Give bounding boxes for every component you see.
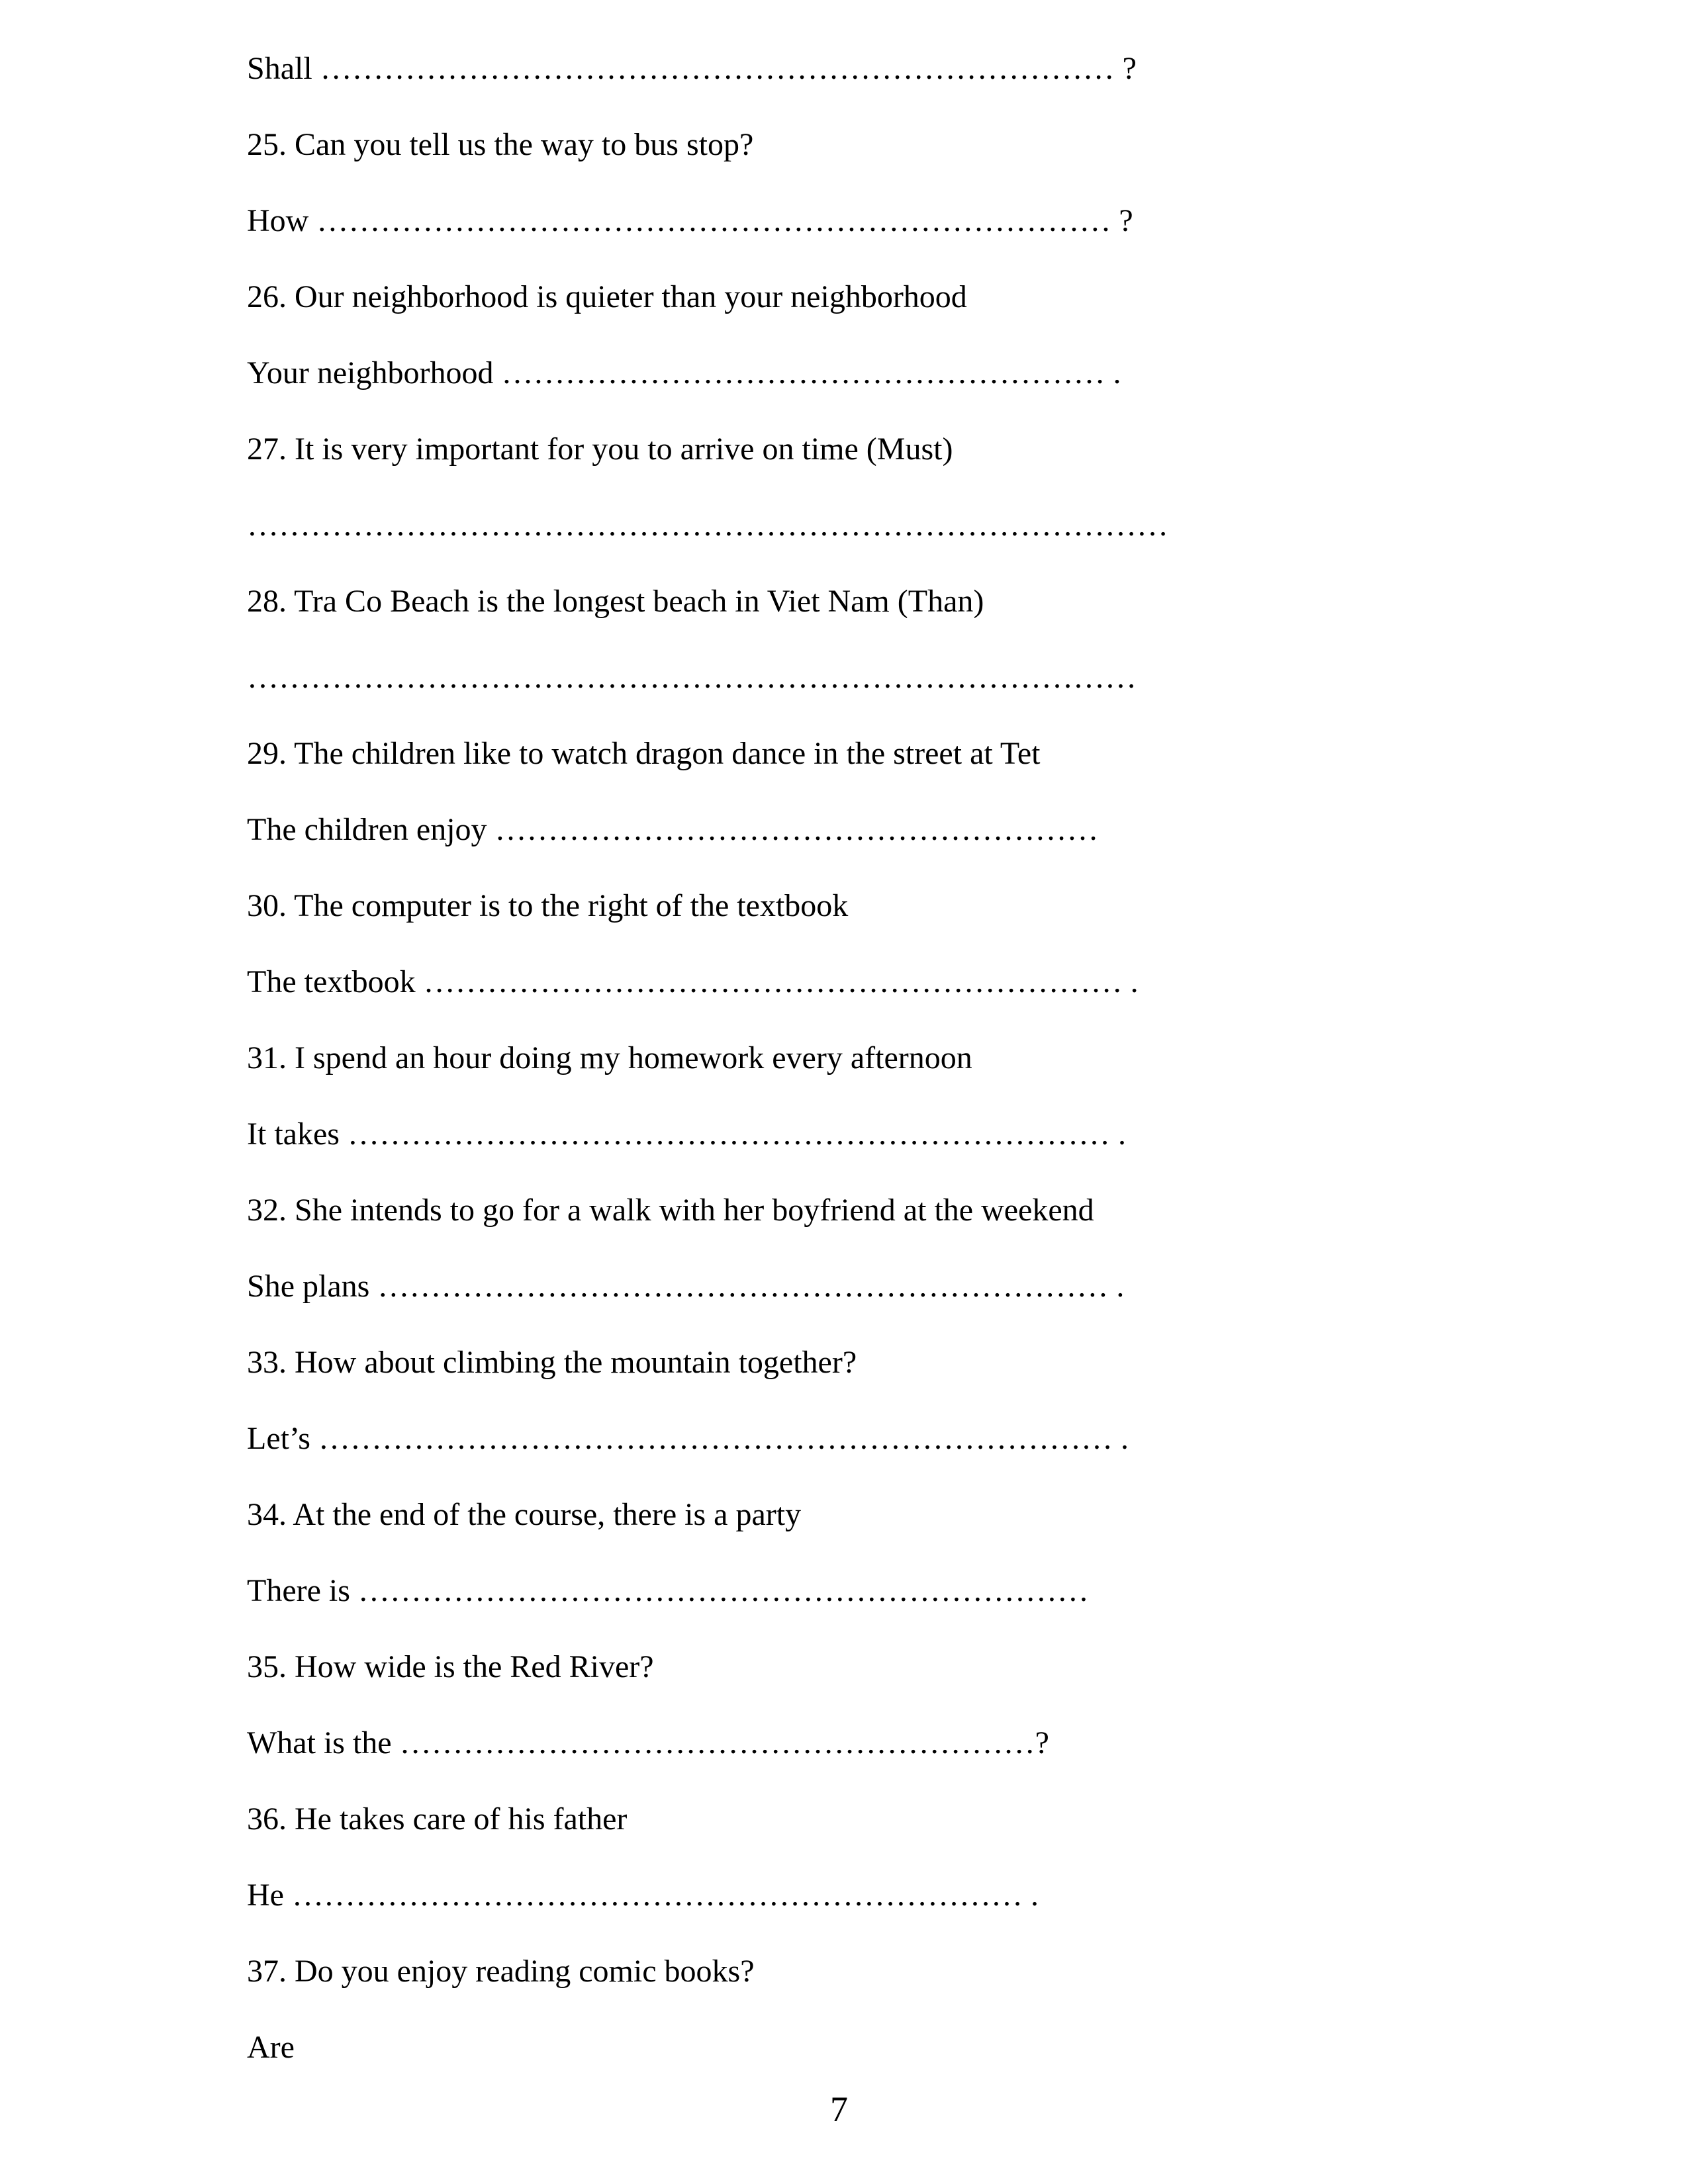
question-26: 26. Our neighborhood is quieter than your neighborhood <box>247 279 967 314</box>
answer-line-29: The children enjoy ………………………………………………… <box>247 812 1099 847</box>
answer-line-37: Are <box>247 2030 295 2065</box>
answer-line-28: ………………………………………………………………………… <box>247 660 1137 695</box>
question-37: 37. Do you enjoy reading comic books? <box>247 1954 755 1989</box>
answer-line-27: …………………………………………………………………………… <box>247 508 1168 543</box>
question-31: 31. I spend an hour doing my homework every afternoon <box>247 1040 972 1075</box>
answer-line-36: He …………………………………………………………… . <box>247 1878 1039 1913</box>
answer-line-26: Your neighborhood ………………………………………………… . <box>247 355 1121 390</box>
answer-line-34: There is …………………………………………………………… <box>247 1573 1089 1608</box>
answer-line-31: It takes ……………………………………………………………… . <box>247 1116 1126 1152</box>
question-34: 34. At the end of the course, there is a party <box>247 1497 802 1532</box>
answer-line-24: Shall ………………………………………………………………… ? <box>247 51 1137 86</box>
answer-line-35: What is the ……………………………………………………? <box>247 1725 1049 1760</box>
answer-line-25: How ………………………………………………………………… ? <box>247 203 1133 238</box>
question-25: 25. Can you tell us the way to bus stop? <box>247 127 754 162</box>
question-29: 29. The children like to watch dragon dance in the street at Tet <box>247 736 1041 771</box>
question-35: 35. How wide is the Red River? <box>247 1649 654 1684</box>
answer-line-30: The textbook ………………………………………………………… . <box>247 964 1139 999</box>
page-number: 7 <box>830 2089 848 2129</box>
question-33: 33. How about climbing the mountain together? <box>247 1345 857 1380</box>
question-36: 36. He takes care of his father <box>247 1801 628 1837</box>
question-32: 32. She intends to go for a walk with her boyfriend at the weekend <box>247 1193 1094 1228</box>
question-28: 28. Tra Co Beach is the longest beach in Viet Nam (Than) <box>247 584 984 619</box>
answer-line-33: Let’s ………………………………………………………………… . <box>247 1421 1129 1456</box>
answer-line-32: She plans …………………………………………………………… . <box>247 1269 1125 1304</box>
question-30: 30. The computer is to the right of the textbook <box>247 888 849 923</box>
question-27: 27. It is very important for you to arrive on time (Must) <box>247 432 953 467</box>
